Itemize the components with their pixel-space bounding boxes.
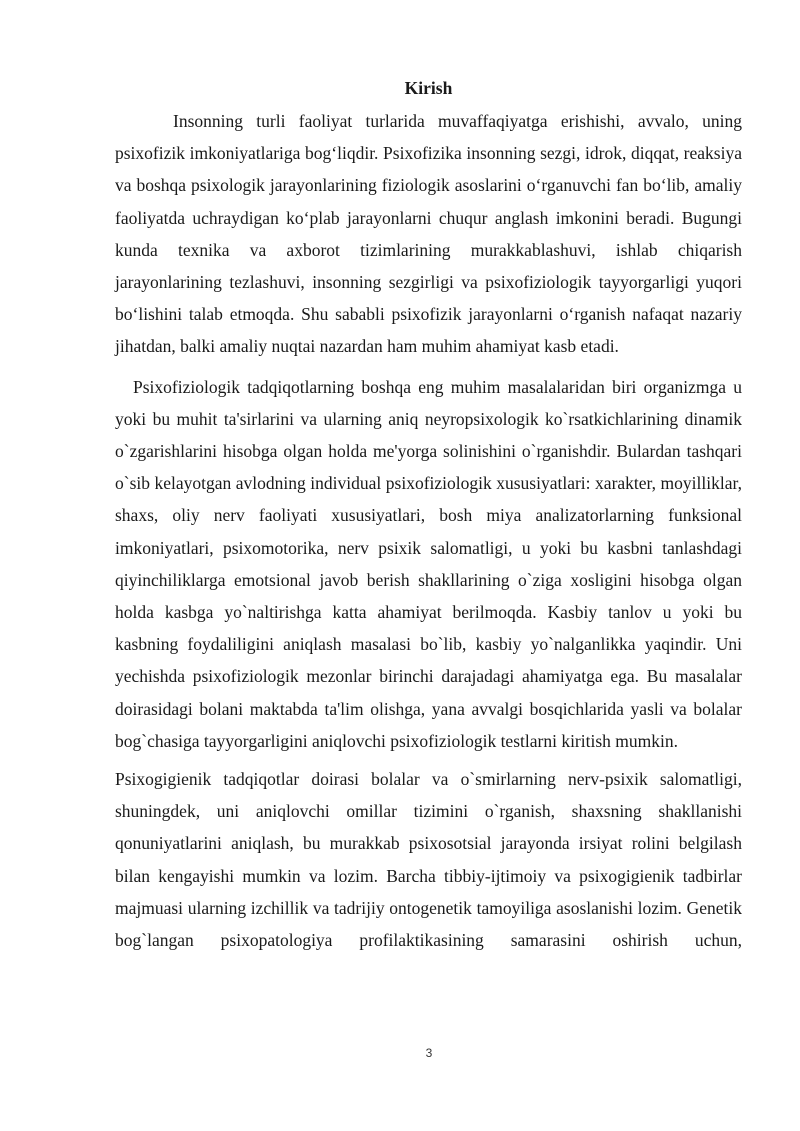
section-title: Kirish <box>404 78 453 98</box>
paragraph-intro: Insonning turli faoliyat turlarida muvaffaqiyatga erishishi, avvalo, uning psixofizik imkoniyatlariga bog‘liqdir. Psixofizika insonning sezgi, idrok, diqqat, reaksiya va boshqa psixologik jarayonlarining fiziologik asoslarini o‘rganuvchi fan bo‘lib, amaliy faoliyatda uchraydigan ko‘plab jarayonlarni chuqur anglash imkonini beradi. Bugungi kunda texnika va axborot tizimlarining murakkablashuvi, ishlab chiqarish jarayonlarining tezlashuvi, insonning sezgirligi va psixofiziologik tayyorgarligi yuqori bo‘lishini talab etmoqda. Shu sababli psixofizik jarayonlarni o‘rganish nafaqat nazariy jihatdan, balki amaliy nuqtai nazardan ham muhim ahamiyat kasb etadi. <box>115 111 742 357</box>
paragraph-psychophysiology: Psixofiziologik tadqiqotlarning boshqa eng muhim masalalaridan biri organizmga u yoki bu muhit ta'sirlarini va ularning aniq neyropsixologik ko`rsatkichlarining dinamik o`zgarishlarini hisobga olgan holda me'yorga solinishini o`rganishdir. Bulardan tashqari o`sib kelayotgan avlodning individual psixofiziologik xususiyatlari: xarakter, moyilliklar, shaxs, oliy nerv faoliyati xususiyatlari, bosh miya analizatorlarning funksional imkoniyatlari, psixomotorika, nerv psixik salomatligi, u yoki bu kasbni tanlashdagi qiyinchiliklarga emotsional javob berish shakllarining o`ziga xosligini hisobga olgan holda kasbga yo`naltirishga katta ahamiyat berilmoqda. Kasbiy tanlov u yoki bu kasbning foydaliligini aniqlash masalasi bo`lib, kasbiy yo`nalganlikka yaqindir. Uni yechishda psixofiziologik mezonlar birinchi darajadagi ahamiyatga ega. Bu masalalar doirasidagi bolani maktabda ta'lim olishga, yana avvalgi bosqichlarida yasli va bolalar bog`chasiga tayyorgarligini aniqlovchi psixofiziologik testlarni kiritish mumkin. <box>115 376 742 751</box>
document-page <box>115 74 742 956</box>
page-number: 3 <box>425 1046 433 1060</box>
paragraph-psychohygiene: Psixogigienik tadqiqotlar doirasi bolalar va o`smirlarning nerv-psixik salomatligi, shuningdek, uni aniqlovchi omillar tizimini o`rganish, shaxsning shakllanishi qonuniyatlarini aniqlash, bu murakkab psixosotsial jarayonda irsiyat rolini belgilash bilan kengayishi mumkin va lozim. Barcha tibbiy-ijtimoiy va psixogigienik tadbirlar majmuasi ularning izchillik va tadrijiy ontogenetik tamoyiliga asoslanishi lozim. Genetik bog`langan psixopatologiya profilaktikasining samarasini oshirish uchun, <box>115 769 742 951</box>
